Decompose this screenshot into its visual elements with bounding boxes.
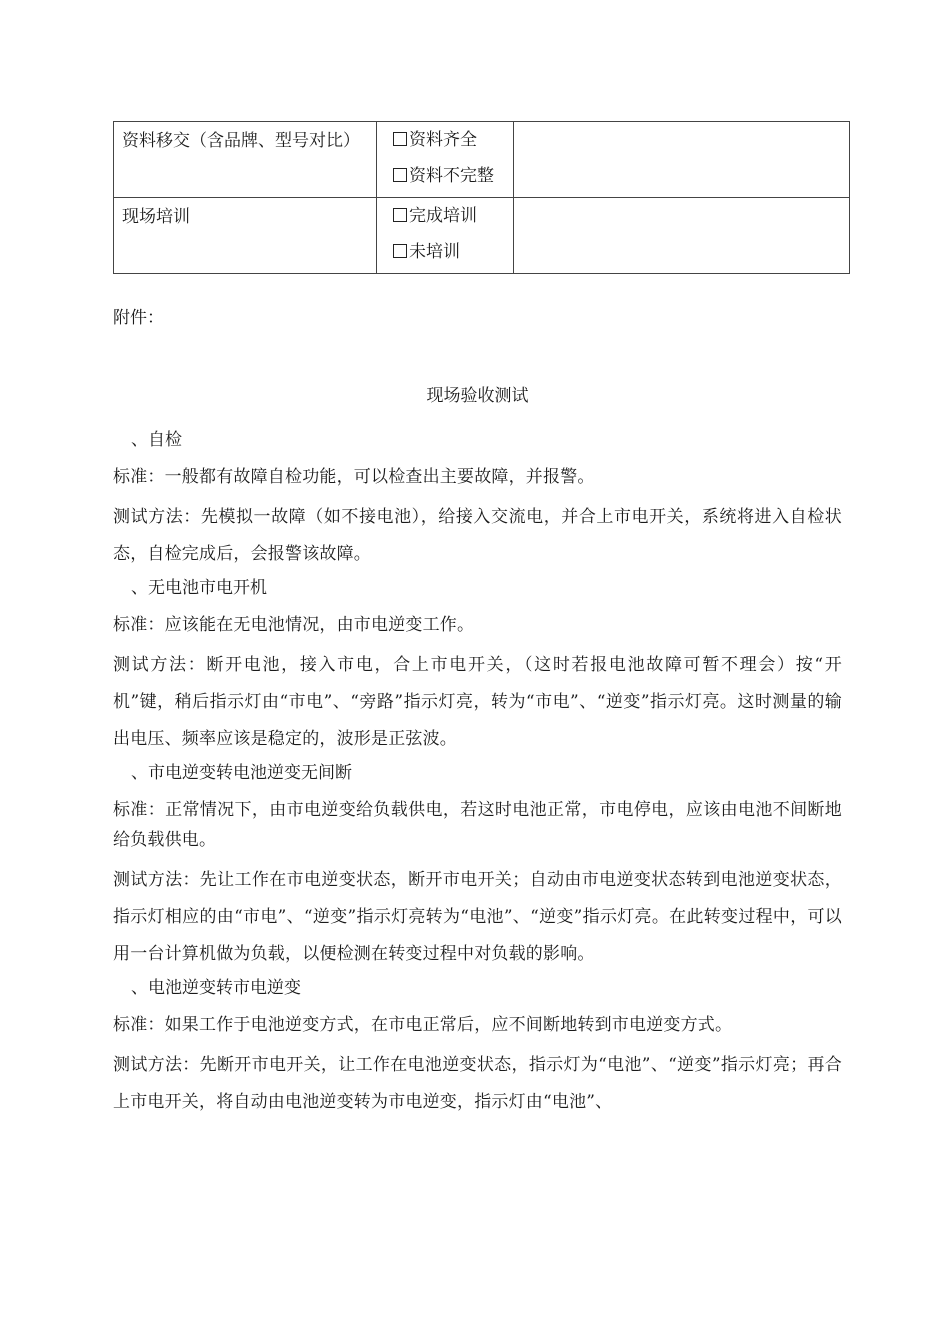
- section-paragraph: 标准：如果工作于电池逆变方式，在市电正常后，应不间断地转到市电逆变方式。: [113, 1015, 733, 1035]
- checklist-note-cell[interactable]: [514, 122, 850, 198]
- checklist-item-cell: [114, 198, 377, 274]
- section-heading-text: 、无电池市电开机: [131, 578, 267, 598]
- checkbox-icon[interactable]: [393, 208, 407, 222]
- checklist-option[interactable]: [377, 122, 513, 159]
- section-heading-text: 、市电逆变转电池逆变无间断: [131, 763, 352, 783]
- section-heading: [113, 758, 842, 788]
- checklist-option-label: 资料齐全: [409, 130, 477, 150]
- section-paragraph: 标准：应该能在无电池情况，由市电逆变工作。: [113, 615, 475, 635]
- table-row: [114, 198, 850, 274]
- checklist-item-label: 现场培训: [122, 207, 190, 227]
- section-paragraph: 标准：一般都有故障自检功能，可以检查出主要故障，并报警。: [113, 467, 595, 487]
- checklist-options-cell: [377, 122, 514, 198]
- checklist-option[interactable]: [377, 159, 513, 195]
- section-heading: [113, 973, 842, 1003]
- document-body: [113, 303, 842, 1121]
- checklist-options-cell: [377, 198, 514, 274]
- checklist-option[interactable]: [377, 198, 513, 235]
- checklist-option-label: 未培训: [409, 242, 460, 262]
- checkbox-icon[interactable]: [393, 244, 407, 258]
- checklist-option[interactable]: [377, 235, 513, 271]
- document-title: 现场验收测试: [426, 386, 529, 406]
- checkbox-icon[interactable]: [393, 132, 407, 146]
- section-paragraph: 标准：正常情况下，由市电逆变给负载供电，若这时电池正常，市电停电，应该由电池不间断地给负载供电。: [113, 800, 842, 850]
- section-heading-text: 、电池逆变转市电逆变: [131, 978, 301, 998]
- table-row: [114, 122, 850, 198]
- section-paragraph: 测试方法：先断开市电开关，让工作在电池逆变状态，指示灯为“电池”、“逆变”指示灯亮；再合上市电开关，将自动由电池逆变转为市电逆变，指示灯由“电池”、: [113, 1055, 842, 1112]
- section-paragraph: 测试方法：先让工作在市电逆变状态，断开市电开关；自动由市电逆变状态转到电池逆变状态，指示灯相应的由“市电”、“逆变”指示灯亮转为“电池”、“逆变”指示灯亮。在此转变过程中，可以用一台计算机做为负载，以便检测在转变过程中对负载的影响。: [113, 870, 842, 964]
- checklist-item-cell: [114, 122, 377, 198]
- checklist-item-label: 资料移交（含品牌、型号对比）: [122, 131, 360, 151]
- section-heading: [113, 425, 842, 455]
- checklist-note-cell[interactable]: [514, 198, 850, 274]
- section-heading: [113, 573, 842, 603]
- checklist-option-label: 资料不完整: [409, 166, 494, 186]
- checklist-option-label: 完成培训: [409, 206, 477, 226]
- section-paragraph: 测试方法：先模拟一故障（如不接电池），给接入交流电，并合上市电开关，系统将进入自检状态，自检完成后，会报警该故障。: [113, 507, 842, 564]
- acceptance-checklist-table: [113, 121, 850, 274]
- checkbox-icon[interactable]: [393, 168, 407, 182]
- section-paragraph: 测试方法：断开电池，接入市电，合上市电开关，（这时若报电池故障可暂不理会）按“开机”键，稍后指示灯由“市电”、“旁路”指示灯亮，转为“市电”、“逆变”指示灯亮。这时测量的输出电压、频率应该是稳定的，波形是正弦波。: [113, 655, 842, 749]
- section-heading-text: 、自检: [131, 430, 182, 450]
- attachment-label: 附件：: [113, 308, 164, 328]
